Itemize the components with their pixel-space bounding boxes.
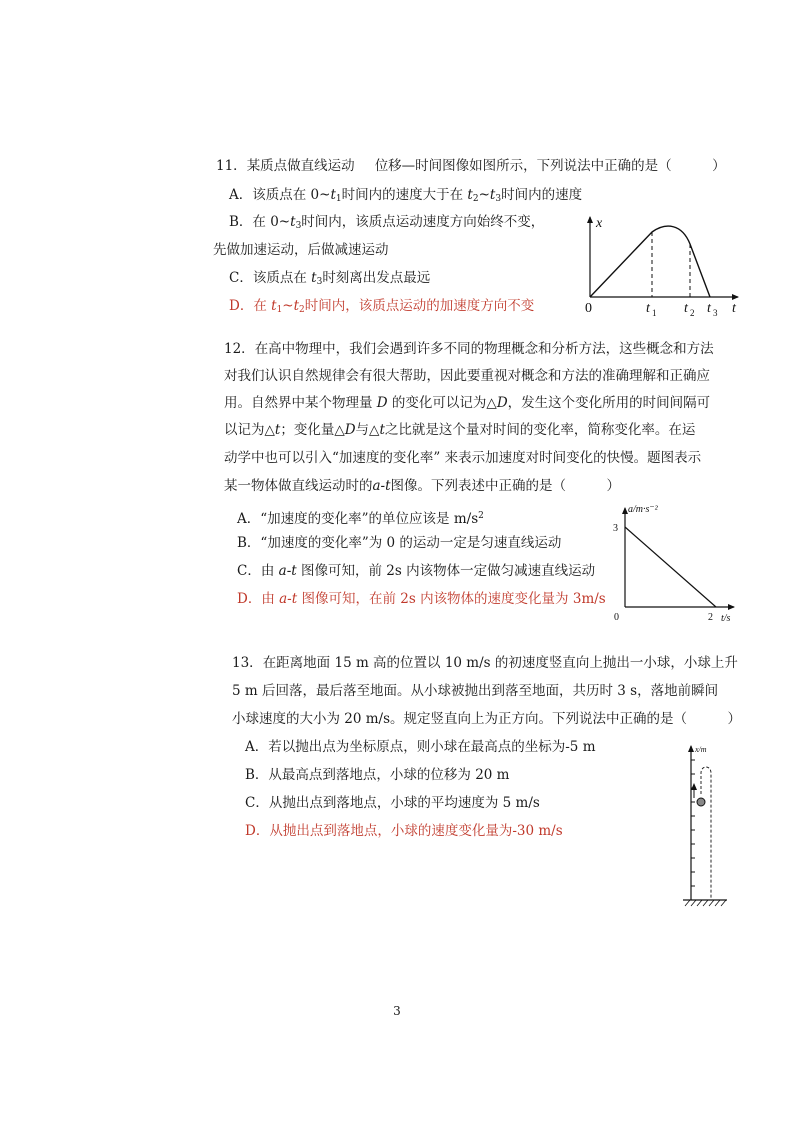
y-axis-label: x/m xyxy=(695,745,707,754)
y-tick-label: 3 xyxy=(613,523,618,534)
q13-option-c: C．从抛出点到落地点，小球的平均速度为 5 m/s xyxy=(245,795,540,811)
q12-option-a: A．“加速度的变化率”的单位应该是 $m/s^2$ xyxy=(237,511,484,527)
q11-stem: 11．某质点做直线运动 位移—时间图像如图所示，下列说法中正确的是（ ） xyxy=(216,158,726,174)
x-axis-label: t/s xyxy=(721,613,731,624)
q13-stem-line-3: 小球速度的大小为 20 m/s。规定竖直向上为正方向。下列说法中正确的是（ ） xyxy=(232,711,742,727)
svg-text:t: t xyxy=(707,301,711,316)
q12-stem-line-5: 动学中也可以引入“加速度的变化率” 来表示加速度对时间变化的快慢。题图表示 xyxy=(224,450,702,466)
q13-ball-trajectory-diagram xyxy=(680,740,740,915)
q12-stem-line-6: 某一物体做直线运动时的a-t图像。下列表述中正确的是（ ） xyxy=(224,478,621,494)
q11-option-b-continued: 先做加速运动，后做减速运动 xyxy=(213,242,389,258)
q11-option-d-answer: D．在 $t_1\sim t_2$时间内，该质点运动的加速度方向不变 xyxy=(229,298,535,315)
q13-option-b: B．从最高点到落地点，小球的位移为 20 m xyxy=(245,767,510,783)
q13-option-a: A．若以抛出点为坐标原点，则小球在最高点的坐标为-5 m xyxy=(245,739,596,755)
q12-option-b: B．“加速度的变化率”为 0 的运动一定是匀速直线运动 xyxy=(237,535,562,551)
q12-option-c: C．由 a-t 图像可知，前 2s 内该物体一定做匀减速直线运动 xyxy=(237,563,596,579)
q13-stem-line-2: 5 m 后回落，最后落至地面。从小球被抛出到落至地面，共历时 3 s，落地前瞬间 xyxy=(232,683,719,699)
x-t-curve xyxy=(590,226,710,297)
q13-stem-line-1: 13．在距离地面 15 m 高的位置以 10 m/s 的初速度竖直向上抛出一小球，小球上升 xyxy=(232,655,738,671)
y-axis-label: a/m·s⁻² xyxy=(628,504,658,515)
q12-stem-line-2: 对我们认识自然规律会有很大帮助，因此要重视对概念和方法的准确理解和正确应 xyxy=(224,368,710,384)
svg-text:t: t xyxy=(646,301,650,316)
q13-option-d-answer: D．从抛出点到落地点，小球的速度变化量为-30 m/s xyxy=(245,823,563,839)
x-axis-label: t xyxy=(732,301,736,316)
ball xyxy=(697,798,705,806)
origin-label: 0 xyxy=(585,301,592,316)
q11-option-c: C．该质点在 $t_3$时刻离出发点最远 xyxy=(229,270,431,287)
q12-stem-line-3: 用。自然界中某个物理量 D 的变化可以记为△D，发生这个变化所用的时间间隔可 xyxy=(224,395,711,411)
q12-acceleration-time-graph xyxy=(606,500,756,630)
svg-text:1: 1 xyxy=(652,308,657,318)
q11-option-b: B．在 $0\sim t_3$时间内，该质点运动速度方向始终不变， xyxy=(229,214,545,231)
q12-option-d-answer: D．由 a-t 图像可知，在前 2s 内该物体的速度变化量为 3m/s xyxy=(237,591,606,607)
svg-text:3: 3 xyxy=(713,308,718,318)
y-axis-label: x xyxy=(596,216,603,231)
ball-path xyxy=(701,767,711,900)
q11-option-a: A．该质点在 $0\sim t_1$时间内的速度大于在 $t_2\sim t_3$时间内的速度 xyxy=(229,187,583,204)
q11-position-time-graph xyxy=(580,212,750,322)
svg-text:t: t xyxy=(684,301,688,316)
origin-label: 0 xyxy=(614,612,619,623)
ground-hatching xyxy=(685,900,726,906)
a-t-line xyxy=(625,527,716,607)
page-number: 3 xyxy=(393,1004,401,1018)
svg-text:2: 2 xyxy=(690,308,695,318)
q12-stem-line-4: 以记为△t；变化量△D与△t之比就是这个量对时间的变化率，简称变化率。在运 xyxy=(224,422,696,438)
x-tick-label: 2 xyxy=(708,612,713,623)
q12-stem-line-1: 12．在高中物理中，我们会遇到许多不同的物理概念和分析方法，这些概念和方法 xyxy=(224,341,714,357)
